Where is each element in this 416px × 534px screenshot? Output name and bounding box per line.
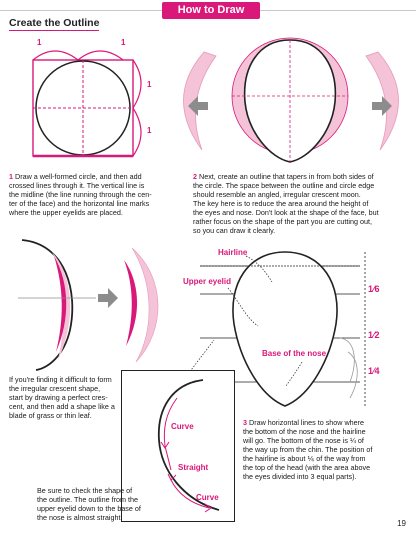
step3-line: the eyes divided into 3 equal parts). xyxy=(243,472,357,481)
measure-label-top-right: 1 xyxy=(121,38,126,47)
step3-number: 3 xyxy=(243,418,247,427)
tip-line: blade of grass or thin leaf. xyxy=(9,411,92,420)
step2-line: Next, create an outline that tapers in from both sides of xyxy=(199,172,374,181)
step1-line: ter of the face) and the horizontal line marks xyxy=(9,199,150,208)
step3-caption xyxy=(243,418,411,481)
measure-label-right-top: 1 xyxy=(147,80,152,89)
step3-line: Draw horizontal lines to show where xyxy=(249,418,365,427)
step2-line: so you can draw it clearly. xyxy=(193,226,276,235)
fraction-one-quarter: 1⁄4 xyxy=(368,366,380,376)
label-straight: Straight xyxy=(178,463,209,472)
measure-label-right-bottom: 1 xyxy=(147,126,152,135)
curve-stroke xyxy=(159,380,219,510)
step3-line: will go. The bottom of the nose is ¼ of xyxy=(243,436,364,445)
step2-line: the circle. The space between the outline and circle edge xyxy=(193,181,375,190)
label-curve-bottom: Curve xyxy=(196,493,219,502)
tip-line: cent, and then add a shape like a xyxy=(9,402,115,411)
step3-line: the bottom of the nose and the hairline xyxy=(243,427,366,436)
tip-line: start by drawing a perfect cres- xyxy=(9,393,108,402)
step2-line: should resemble an angled, irregular crescent moon. xyxy=(193,190,361,199)
check-line: the nose is almost straight. xyxy=(37,513,123,522)
section-title: Create the Outline xyxy=(9,17,100,29)
step3-line: the hairline is about ⅙ of the way from xyxy=(243,454,366,463)
check-line: the outline. The outline from the xyxy=(37,495,138,504)
tip-line: the irregular crescent shape, xyxy=(9,384,101,393)
check-tip xyxy=(37,486,162,522)
label-base-nose: Base of the nose xyxy=(262,349,327,358)
fraction-one-sixth: 1⁄6 xyxy=(368,284,380,294)
check-line: Be sure to check the shape of xyxy=(37,486,133,495)
page-number: 19 xyxy=(397,519,406,528)
step2-number: 2 xyxy=(193,172,197,181)
fraction-one-half: 1⁄2 xyxy=(368,330,380,340)
step2-line: The key here is to reduce the area around the height of xyxy=(193,199,369,208)
label-hairline: Hairline xyxy=(218,248,248,257)
step1-number: 1 xyxy=(9,172,13,181)
step1-line: Draw a well-formed circle, and then add xyxy=(15,172,142,181)
step3-line: the top of the head (with the area above xyxy=(243,463,371,472)
step2-line: the eyes and nose. Don't look at the shape of the face, but xyxy=(193,208,379,217)
step1-line: where the upper eyelids are placed. xyxy=(9,208,123,217)
label-upper-eyelid: Upper eyelid xyxy=(183,277,232,286)
header-tab: How to Draw xyxy=(162,2,260,19)
step1-line: the midline (the line running through the cen- xyxy=(9,190,152,199)
label-curve-top: Curve xyxy=(171,422,194,431)
measure-label-top-left: 1 xyxy=(37,38,42,47)
step1-line: crossed lines through it. The vertical line is xyxy=(9,181,145,190)
check-line: upper eyelid down to the base of xyxy=(37,504,141,513)
step3-line: the way up from the chin. The position of xyxy=(243,445,373,454)
tip-line: If you're finding it difficult to form xyxy=(9,375,112,384)
step2-line: rather focus on the shape of the part you are cutting out, xyxy=(193,217,373,226)
